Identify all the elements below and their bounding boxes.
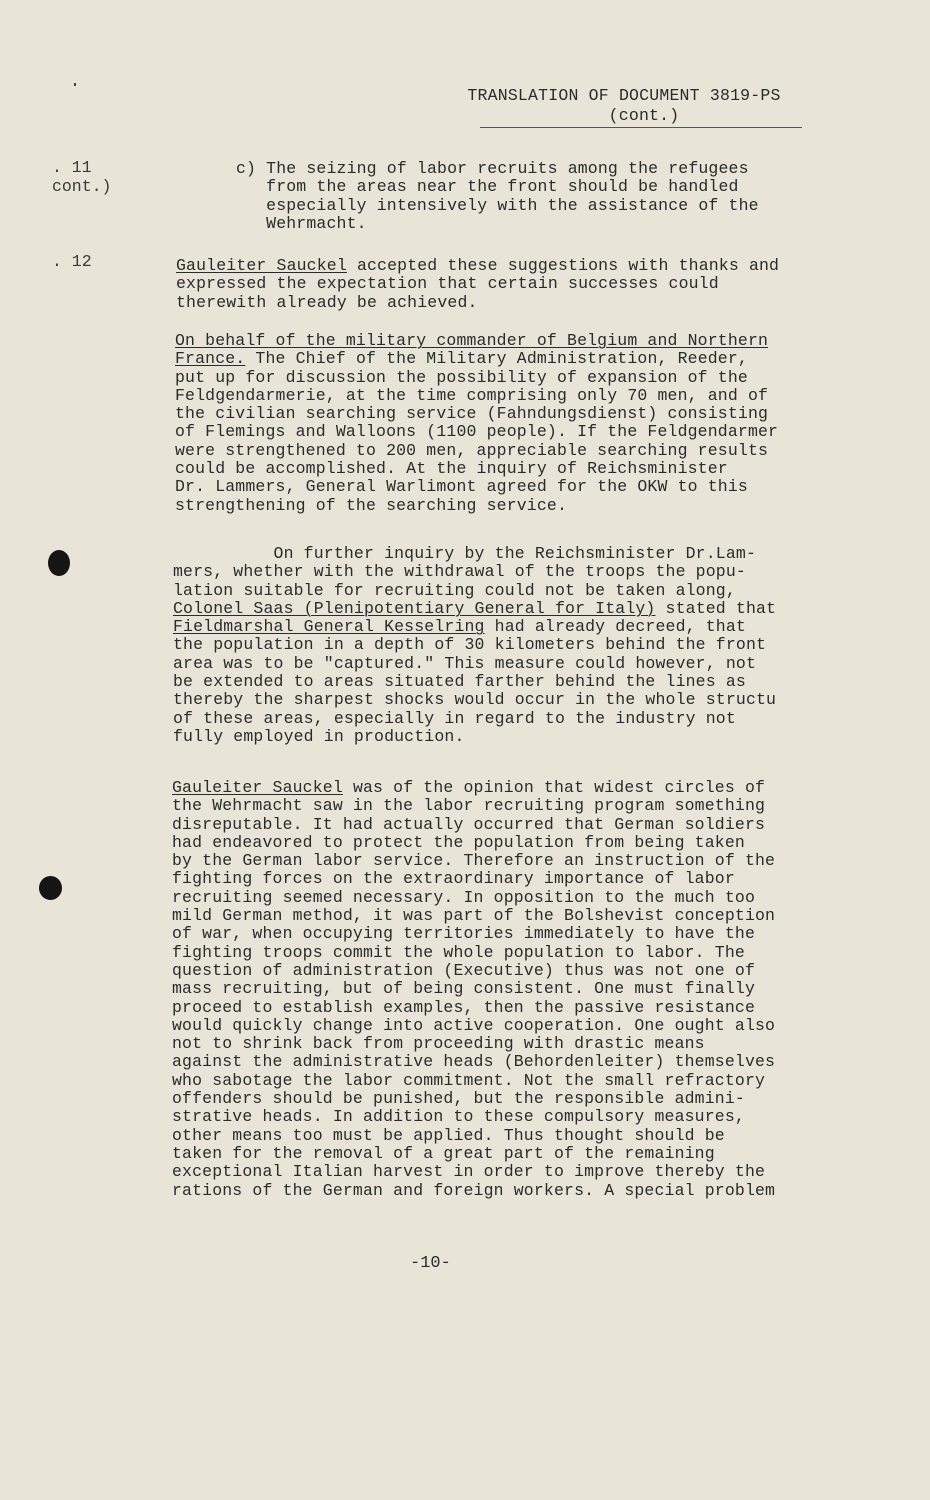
document-header <box>446 86 802 126</box>
text-line: The Chief of the Military Administration, Reeder, <box>245 349 748 369</box>
header-subtitle: (cont.) <box>608 106 680 125</box>
text-line: mers, whether with the withdrawal of the troops the popu- <box>173 562 746 582</box>
text-line: fully employed in production. <box>173 726 465 746</box>
text-line: thereby the sharpest shocks would occur in the whole structu <box>173 690 777 710</box>
text-line: had endeavored to protect the population from being taken <box>172 832 745 852</box>
text-line: disreputable. It had actually occurred that German soldiers <box>172 814 766 834</box>
text-line: could be accomplished. At the inquiry of Reichsminister <box>175 459 728 479</box>
underlined-text: Fieldmarshal General Kesselring <box>173 617 485 637</box>
text-line: be extended to areas situated farther behind the lines as <box>173 672 746 692</box>
text-line: by the German labor service. Therefore an instruction of the <box>172 851 776 871</box>
text-line: put up for discussion the possibility of expansion of the <box>175 367 748 387</box>
underlined-text: On behalf of the military commander of Belgium and Northern <box>175 331 769 350</box>
text-line: therewith already be achieved. <box>176 292 478 312</box>
text-line: strative heads. In addition to these compulsory measures, <box>172 1107 745 1127</box>
text-line: the Wehrmacht saw in the labor recruiting program something <box>172 796 766 816</box>
marker-11-line1: . 11 <box>52 158 92 177</box>
text-line: Feldgendarmerie, at the time comprising only 70 men, and of <box>175 385 769 405</box>
text-line: from the areas near the front should be handled <box>236 177 739 197</box>
punch-hole-lower <box>39 876 62 900</box>
text-line: strengthening of the searching service. <box>175 495 568 515</box>
underlined-name: Gauleiter Sauckel <box>176 256 347 275</box>
section-marker-12: . 12 <box>52 252 92 271</box>
text-line: had already decreed, that <box>484 617 746 637</box>
text-line: accepted these suggestions with thanks and <box>346 256 780 275</box>
underlined-text: France. <box>175 349 246 369</box>
text-line: of war, when occupying territories immediately to have the <box>172 924 755 944</box>
paragraph-sauckel-accepted <box>176 257 779 312</box>
page-number: -10- <box>410 1254 451 1273</box>
paragraph-c <box>236 160 759 233</box>
text-line: fighting troops commit the whole population to labor. The <box>172 942 745 962</box>
text-line: On further inquiry by the Reichsminister Dr.Lam- <box>173 544 756 563</box>
text-line: especially intensively with the assistance of the <box>236 195 759 215</box>
punch-hole-upper <box>48 550 70 576</box>
text-line: exceptional Italian harvest in order to improve thereby the <box>172 1162 766 1182</box>
text-line: mass recruiting, but of being consistent. One must finally <box>172 979 755 999</box>
paragraph-belgium <box>175 332 778 515</box>
paragraph-lammers-inquiry <box>173 545 776 746</box>
text-line: fighting forces on the extraordinary importance of labor <box>172 869 735 889</box>
text-line: proceed to establish examples, then the passive resistance <box>172 997 755 1017</box>
text-line: Dr. Lammers, General Warlimont agreed for the OKW to this <box>175 477 748 497</box>
text-line: were strengthened to 200 men, appreciable searching results <box>175 440 769 460</box>
text-line: area was to be "captured." This measure could however, not <box>173 653 756 673</box>
text-line: of these areas, especially in regard to the industry not <box>173 708 736 728</box>
text-line: of Flemings and Walloons (1100 people). If the Feldgendarmer <box>175 422 779 442</box>
text-line: was of the opinion that widest circles of <box>342 778 766 797</box>
text-line: who sabotage the labor commitment. Not the small refractory <box>172 1070 766 1090</box>
text-line: taken for the removal of a great part of the remaining <box>172 1143 715 1163</box>
text-line: not to shrink back from proceeding with drastic means <box>172 1034 705 1054</box>
marker-11-line2: cont.) <box>52 177 112 196</box>
header-underline <box>480 127 802 128</box>
text-line: offenders should be punished, but the responsible admini- <box>172 1089 745 1109</box>
text-line: the population in a depth of 30 kilometers behind the front <box>173 635 767 655</box>
text-line: would quickly change into active cooperation. One ought also <box>172 1015 776 1035</box>
section-marker-11 <box>52 158 111 196</box>
margin-tick <box>74 83 76 86</box>
text-line: rations of the German and foreign workers. A special problem <box>172 1180 776 1200</box>
text-line: stated that <box>655 598 777 618</box>
text-line: the civilian searching service (Fahndungsdienst) consisting <box>175 404 769 424</box>
paragraph-sauckel-opinion <box>172 779 775 1200</box>
header-title: TRANSLATION OF DOCUMENT 3819-PS <box>467 86 781 105</box>
text-line: lation suitable for recruiting could not be taken along, <box>173 580 736 600</box>
text-line: Wehrmacht. <box>236 213 367 233</box>
underlined-name: Gauleiter Sauckel <box>172 778 343 797</box>
text-line: against the administrative heads (Behordenleiter) themselves <box>172 1052 776 1072</box>
text-line: recruiting seemed necessary. In opposition to the much too <box>172 887 755 907</box>
text-line: expressed the expectation that certain successes could <box>176 274 719 294</box>
underlined-text: Colonel Saas (Plenipotentiary General for Italy) <box>173 598 656 618</box>
text-line: mild German method, it was part of the Bolshevist conception <box>172 906 776 926</box>
text-line: question of administration (Executive) thus was not one of <box>172 960 755 980</box>
text-line: c) The seizing of labor recruits among the refugees <box>236 159 749 178</box>
text-line: other means too must be applied. Thus thought should be <box>172 1125 725 1145</box>
